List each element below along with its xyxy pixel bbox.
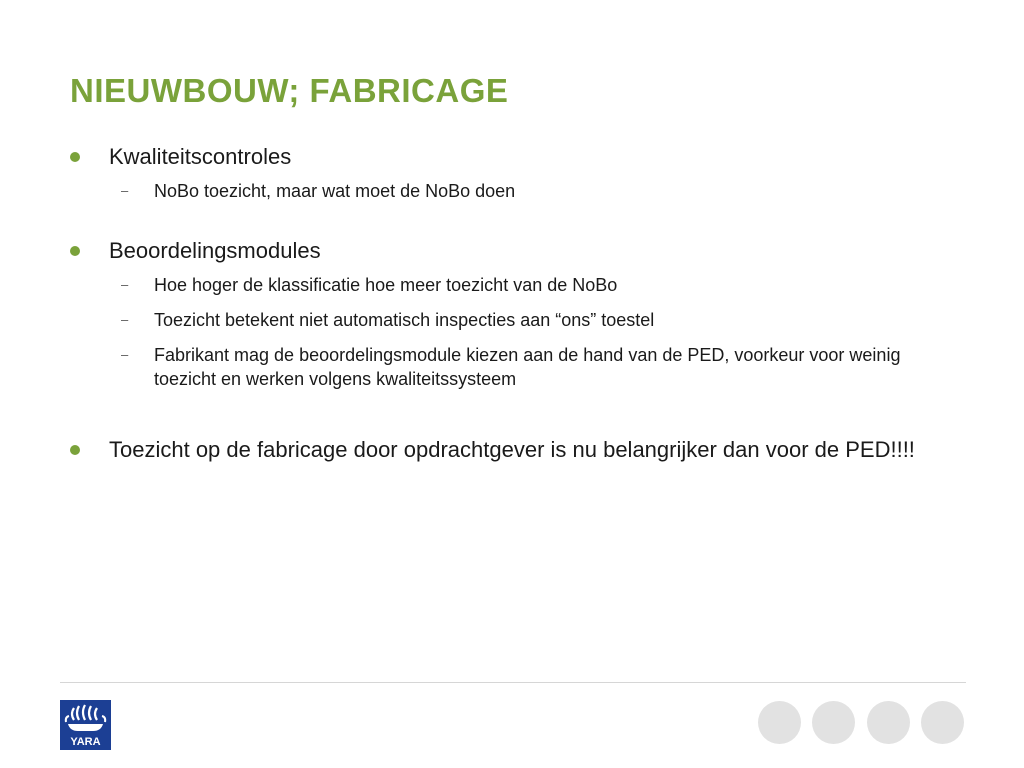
slide-title: NIEUWBOUW; FABRICAGE: [70, 72, 509, 109]
sub-bullet-text: Toezicht betekent niet automatisch inspecties aan “ons” toestel: [154, 310, 655, 330]
bullet-text: Kwaliteitscontroles: [109, 144, 292, 169]
bullet-text: Toezicht op de fabricage door opdrachtgever is nu belangrijker dan voor de PED!!!!: [109, 437, 915, 462]
logo-text: YARA: [70, 736, 101, 748]
dash-icon: –: [121, 277, 129, 292]
sub-bullet-item: [70, 308, 950, 332]
bullet-dot-icon: [70, 246, 80, 256]
decorative-circles: [758, 701, 968, 747]
bullet-text: Beoordelingsmodules: [109, 238, 321, 263]
bullet-item: [70, 236, 950, 266]
sub-bullet-item: [70, 273, 950, 297]
bullet-item: [70, 435, 950, 465]
dash-icon: –: [121, 347, 129, 362]
sub-bullet-text: Hoe hoger de klassificatie hoe meer toezicht van de NoBo: [154, 275, 618, 295]
bullet-dot-icon: [70, 152, 80, 162]
bullet-item: [70, 142, 950, 172]
dash-icon: –: [121, 312, 129, 327]
sub-bullet-item: [70, 343, 950, 391]
decor-circle: [812, 701, 855, 744]
footer-divider: [60, 682, 966, 683]
decor-circle: [921, 701, 964, 744]
sub-bullet-text: NoBo toezicht, maar wat moet de NoBo doen: [154, 181, 516, 201]
decor-circle: [758, 701, 801, 744]
sub-bullet-text: Fabrikant mag de beoordelingsmodule kiezen aan de hand van de PED, voorkeur voor weinig toezicht en werken volgens kwaliteitssysteem: [154, 345, 901, 389]
yara-logo: [60, 700, 111, 750]
sub-bullet-item: [70, 179, 950, 203]
dash-icon: –: [121, 183, 129, 198]
viking-ship-icon: [60, 700, 111, 750]
bullet-dot-icon: [70, 445, 80, 455]
bullet-list: [70, 142, 950, 465]
decor-circle: [867, 701, 910, 744]
